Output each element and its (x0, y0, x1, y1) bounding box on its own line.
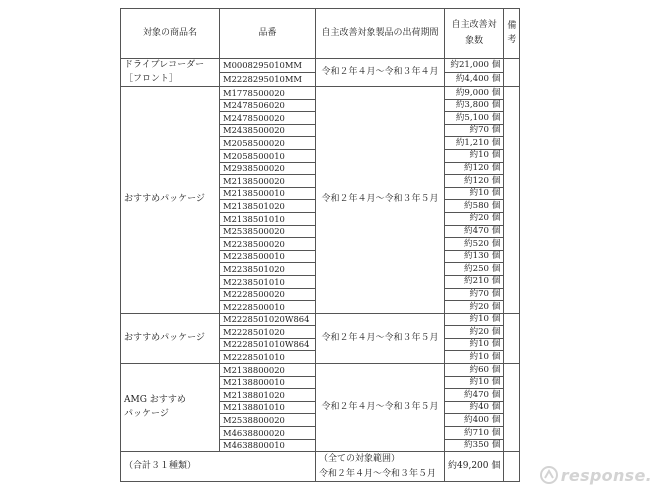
part-number-cell: M4638800010 (220, 439, 316, 452)
part-number-cell: M2138500010 (220, 187, 316, 200)
part-number-cell: M2058500010 (220, 149, 316, 162)
count-cell: 約10 個 (445, 351, 504, 364)
count-cell: 約520 個 (445, 238, 504, 251)
count-cell: 約470 個 (445, 389, 504, 402)
part-number-cell: M4638800020 (220, 427, 316, 440)
product-name-cell (121, 59, 220, 87)
product-name-line: ［フロント］ (124, 73, 179, 84)
count-cell: 約120 個 (445, 175, 504, 188)
summary-row (121, 452, 520, 482)
header-product-name: 対象の商品名 (121, 9, 220, 59)
note-cell (504, 364, 520, 452)
count-cell: 約400 個 (445, 414, 504, 427)
part-number-cell: M2228501020W864 (220, 313, 316, 326)
count-cell: 約470 個 (445, 225, 504, 238)
total-scope-cell (316, 452, 445, 482)
product-name-line: パッケージ (124, 408, 169, 419)
count-cell: 約580 個 (445, 200, 504, 213)
count-cell: 約10 個 (445, 313, 504, 326)
part-number-cell: M2238501020 (220, 263, 316, 276)
table-row (121, 313, 520, 326)
product-name-cell: おすすめパッケージ (121, 313, 220, 363)
count-cell: 約70 個 (445, 288, 504, 301)
table-row (121, 364, 520, 377)
note-cell (504, 59, 520, 87)
count-cell: 約21,000 個 (445, 59, 504, 73)
scope-label: （全ての対象範囲） (319, 454, 401, 465)
recall-table (120, 8, 520, 482)
part-number-cell: M2228501020 (220, 326, 316, 339)
count-cell: 約10 個 (445, 338, 504, 351)
header-count: 自主改善対 象数 (445, 9, 504, 59)
count-cell: 約10 個 (445, 149, 504, 162)
response-watermark (539, 465, 652, 485)
part-number-cell: M2138501010 (220, 212, 316, 225)
count-cell: 約10 個 (445, 187, 504, 200)
count-cell: 約20 個 (445, 212, 504, 225)
count-cell: 約10 個 (445, 376, 504, 389)
part-number-cell: M2938500020 (220, 162, 316, 175)
part-number-cell: M2138800010 (220, 376, 316, 389)
watermark-text: response. (560, 465, 652, 485)
part-number-cell: M0008295010MM (220, 59, 316, 73)
part-number-cell: M2138800020 (220, 364, 316, 377)
count-cell: 約710 個 (445, 427, 504, 440)
part-number-cell: M2238500010 (220, 250, 316, 263)
part-number-cell: M1778500020 (220, 87, 316, 100)
count-cell: 約350 個 (445, 439, 504, 452)
part-number-cell: M2238501010 (220, 275, 316, 288)
part-number-cell: M2538500020 (220, 225, 316, 238)
count-cell: 約20 個 (445, 301, 504, 314)
count-cell: 約120 個 (445, 162, 504, 175)
count-cell: 約5,100 個 (445, 112, 504, 125)
part-number-cell: M2478500020 (220, 112, 316, 125)
part-number-cell: M2138501020 (220, 200, 316, 213)
shipping-period-cell: 令和２年４月～令和３年５月 (316, 364, 445, 452)
part-number-cell: M2478506020 (220, 99, 316, 112)
part-number-cell: M2138801020 (220, 389, 316, 402)
part-number-cell: M2538800020 (220, 414, 316, 427)
part-number-cell: M2228501010W864 (220, 338, 316, 351)
note-cell (504, 87, 520, 314)
count-cell: 約130 個 (445, 250, 504, 263)
part-number-cell: M2238500020 (220, 238, 316, 251)
product-name-cell (121, 364, 220, 452)
part-number-cell: M2228500020 (220, 288, 316, 301)
part-number-cell: M2438500020 (220, 124, 316, 137)
product-name-line: ドライブレコーダー (124, 60, 205, 70)
count-cell: 約4,400 個 (445, 73, 504, 87)
part-number-cell: M2138500020 (220, 175, 316, 188)
count-cell: 約3,800 個 (445, 99, 504, 112)
part-number-cell: M2228500010 (220, 301, 316, 314)
part-number-cell: M2138801010 (220, 401, 316, 414)
count-cell: 約250 個 (445, 263, 504, 276)
count-cell: 約210 個 (445, 275, 504, 288)
product-name-line: AMG おすすめ (124, 395, 186, 406)
count-cell: 約60 個 (445, 364, 504, 377)
header-note: 備 考 (504, 9, 520, 59)
count-cell: 約20 個 (445, 326, 504, 339)
header-shipping-period: 自主改善対象製品の出荷期間 (316, 9, 445, 59)
table-row (121, 87, 520, 100)
count-cell: 約1,210 個 (445, 137, 504, 150)
part-number-cell: M2228501010 (220, 351, 316, 364)
total-types-cell: （合計３１種類） (121, 452, 316, 482)
count-cell: 約9,000 個 (445, 87, 504, 100)
table-header-row (121, 9, 520, 59)
count-cell: 約40 個 (445, 401, 504, 414)
part-number-cell: M2058500020 (220, 137, 316, 150)
note-cell (504, 313, 520, 363)
total-count-cell: 約49,200 個 (445, 452, 504, 482)
part-number-cell: M2228295010MM (220, 73, 316, 87)
table-row (121, 59, 520, 73)
note-cell (504, 452, 520, 482)
shipping-period-cell: 令和２年４月～令和３年４月 (316, 59, 445, 87)
shipping-period-cell: 令和２年４月～令和３年５月 (316, 87, 445, 314)
count-cell: 約70 個 (445, 124, 504, 137)
shipping-period-cell: 令和２年４月～令和３年５月 (316, 313, 445, 363)
header-part-number: 品番 (220, 9, 316, 59)
product-name-cell: おすすめパッケージ (121, 87, 220, 314)
response-logo-icon (539, 465, 559, 485)
scope-period: 令和２年４月～令和３年５月 (319, 468, 437, 479)
